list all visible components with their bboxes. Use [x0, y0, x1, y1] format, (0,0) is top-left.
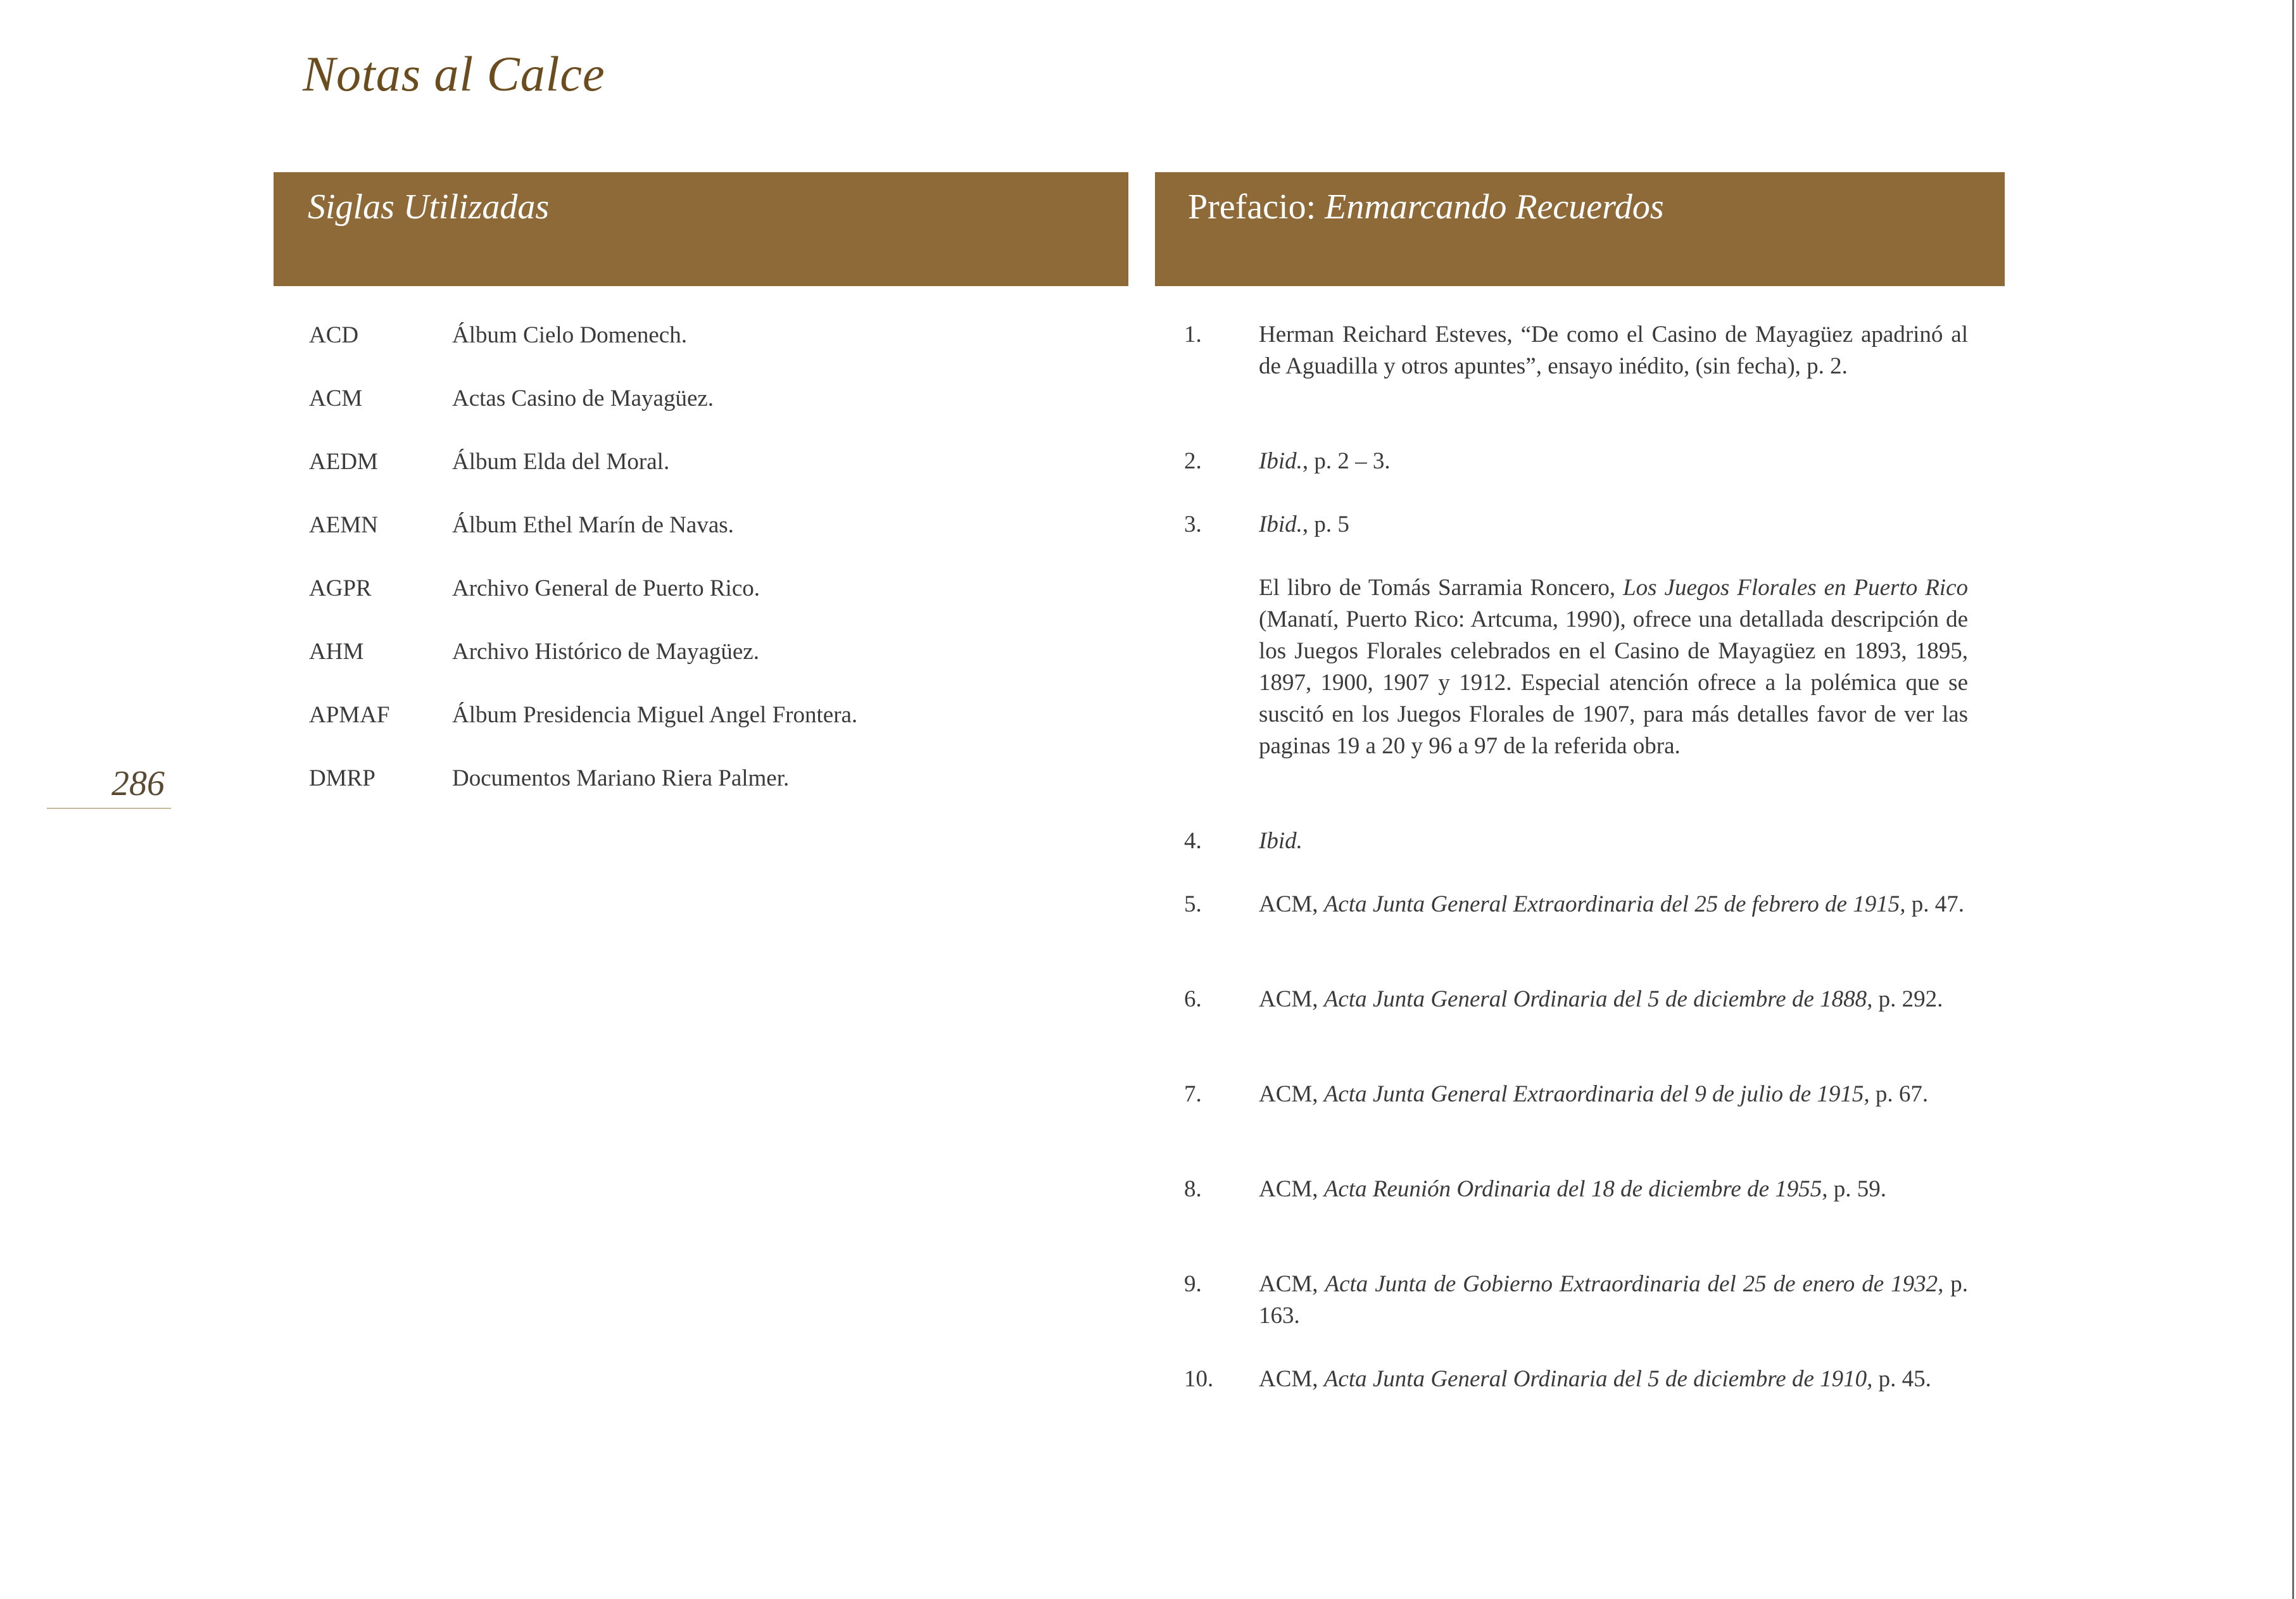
- footnote-text: [1259, 1364, 1968, 1395]
- sigla-row: [309, 765, 1006, 803]
- sigla-row: [309, 575, 1006, 613]
- footnote-number: 1.: [1184, 322, 1202, 348]
- sigla-abbr: ACM: [309, 386, 363, 411]
- footnote-text-run: p. 292.: [1872, 986, 1943, 1012]
- footnote-text-run: ACM,: [1259, 1366, 1324, 1392]
- siglas-banner: [274, 172, 1128, 286]
- sigla-abbr: ACD: [309, 322, 359, 348]
- footnote-text-run: (Manatí, Puerto Rico: Artcuma, 1990), ofrece una detallada descripción de los Juegos Florales celebrados en el Casino de Mayagüez en 1893, 1895, 1897, 1900, 1907 y 1912. Especial atención ofrece a la polémica que se suscitó en los Juegos Florales de 1907, para más detalles favor de ver las paginas 19 a 20 y 96 a 97 de la referida obra.: [1259, 606, 1968, 759]
- page-title: Notas al Calce: [303, 46, 605, 101]
- sigla-definition: Álbum Ethel Marín de Navas.: [452, 512, 734, 538]
- footnote-text-run: ACM,: [1259, 1271, 1325, 1297]
- sigla-abbr: AEMN: [309, 512, 378, 538]
- sigla-definition: Archivo Histórico de Mayagüez.: [452, 639, 759, 665]
- footnote-italic-run: Acta Junta General Ordinaria del 5 de diciembre de 1888,: [1323, 986, 1873, 1012]
- footnote-text: [1259, 984, 1968, 1015]
- footnote-text-run: , p. 2 – 3.: [1302, 448, 1391, 474]
- footnote-text-run: p. 47.: [1905, 891, 1964, 917]
- sigla-definition: Álbum Presidencia Miguel Angel Frontera.: [452, 702, 858, 728]
- footnote-text-run: , p. 5: [1302, 511, 1349, 537]
- footnote-italic-run: Los Juegos Florales en Puerto Rico: [1623, 575, 1968, 601]
- sigla-row: [309, 448, 1006, 486]
- footnote-number: 8.: [1184, 1176, 1202, 1202]
- sigla-row: [309, 638, 1006, 676]
- footnote-number: 3.: [1184, 511, 1202, 537]
- footnote-text-run: p. 163.: [1259, 1271, 1969, 1329]
- sigla-definition: Álbum Cielo Domenech.: [452, 322, 687, 348]
- footnote-italic-run: Acta Reunión Ordinaria del 18 de diciembre de 1955,: [1323, 1176, 1828, 1202]
- page-edge-divider: [2292, 0, 2294, 1599]
- footnote-text: [1259, 1269, 1968, 1332]
- sigla-definition: Documentos Mariano Riera Palmer.: [452, 765, 790, 791]
- footnote-text: [1259, 889, 1968, 920]
- footnote-text-run: p. 45.: [1872, 1366, 1931, 1392]
- footnote-number: 9.: [1184, 1271, 1202, 1297]
- prefacio-title-plain: Prefacio:: [1188, 187, 1325, 227]
- footnote-text-run: ACM,: [1259, 891, 1324, 917]
- footnote-italic-run: Acta Junta General Ordinaria del 5 de diciembre de 1910,: [1323, 1366, 1873, 1392]
- footnote-italic-run: Ibid.: [1259, 511, 1303, 537]
- footnote-italic-run: Ibid.: [1259, 828, 1303, 854]
- footnote-text-run: ACM,: [1259, 986, 1324, 1012]
- footnote-text: [1259, 572, 1968, 762]
- footnote-italic-run: Ibid.: [1259, 448, 1303, 474]
- footnote-number: 2.: [1184, 448, 1202, 474]
- footnote-number: 4.: [1184, 828, 1202, 854]
- page-number: 286: [111, 764, 165, 803]
- page-number-rule: [47, 808, 171, 809]
- footnote-number: 6.: [1184, 986, 1202, 1012]
- sigla-abbr: AHM: [309, 639, 364, 665]
- footnote-text: [1259, 319, 1968, 382]
- siglas-title: Siglas Utilizadas: [308, 187, 550, 227]
- sigla-definition: Archivo General de Puerto Rico.: [452, 575, 760, 601]
- sigla-abbr: DMRP: [309, 765, 375, 791]
- footnote-text-run: ACM,: [1259, 1081, 1324, 1107]
- footnote-text: [1259, 825, 1968, 857]
- sigla-abbr: APMAF: [309, 702, 390, 728]
- footnote-text: [1259, 446, 1968, 477]
- footnote-number: 10.: [1184, 1366, 1214, 1392]
- prefacio-title-italic: Enmarcando Recuerdos: [1325, 187, 1664, 227]
- footnote-text-run: ACM,: [1259, 1176, 1324, 1202]
- sigla-definition: Álbum Elda del Moral.: [452, 449, 670, 475]
- footnote-text: [1259, 509, 1968, 541]
- sigla-definition: Actas Casino de Mayagüez.: [452, 386, 714, 411]
- sigla-row: [309, 511, 1006, 549]
- sigla-row: [309, 322, 1006, 360]
- footnote-text-run: Herman Reichard Esteves, “De como el Casino de Mayagüez apadrinó al de Aguadilla y otros apuntes”, ensayo inédito, (sin fecha), p. 2.: [1259, 322, 1968, 379]
- footnote-italic-run: Acta Junta General Extraordinaria del 25 de febrero de 1915,: [1323, 891, 1906, 917]
- sigla-row: [309, 701, 1006, 739]
- footnote-number: 5.: [1184, 891, 1202, 917]
- footnote-text-run: p. 59.: [1827, 1176, 1886, 1202]
- sigla-abbr: AEDM: [309, 449, 378, 475]
- footnote-number: 7.: [1184, 1081, 1202, 1107]
- sigla-abbr: AGPR: [309, 575, 372, 601]
- footnote-text: [1259, 1174, 1968, 1205]
- sigla-row: [309, 385, 1006, 423]
- footnote-italic-run: Acta Junta General Extraordinaria del 9 de julio de 1915,: [1323, 1081, 1870, 1107]
- prefacio-banner: [1155, 172, 2005, 286]
- footnote-text: [1259, 1079, 1968, 1110]
- footnote-italic-run: Acta Junta de Gobierno Extraordinaria del 25 de enero de 1932,: [1325, 1271, 1944, 1297]
- footnote-text-run: El libro de Tomás Sarramia Roncero,: [1259, 575, 1624, 601]
- footnote-text-run: p. 67.: [1869, 1081, 1929, 1107]
